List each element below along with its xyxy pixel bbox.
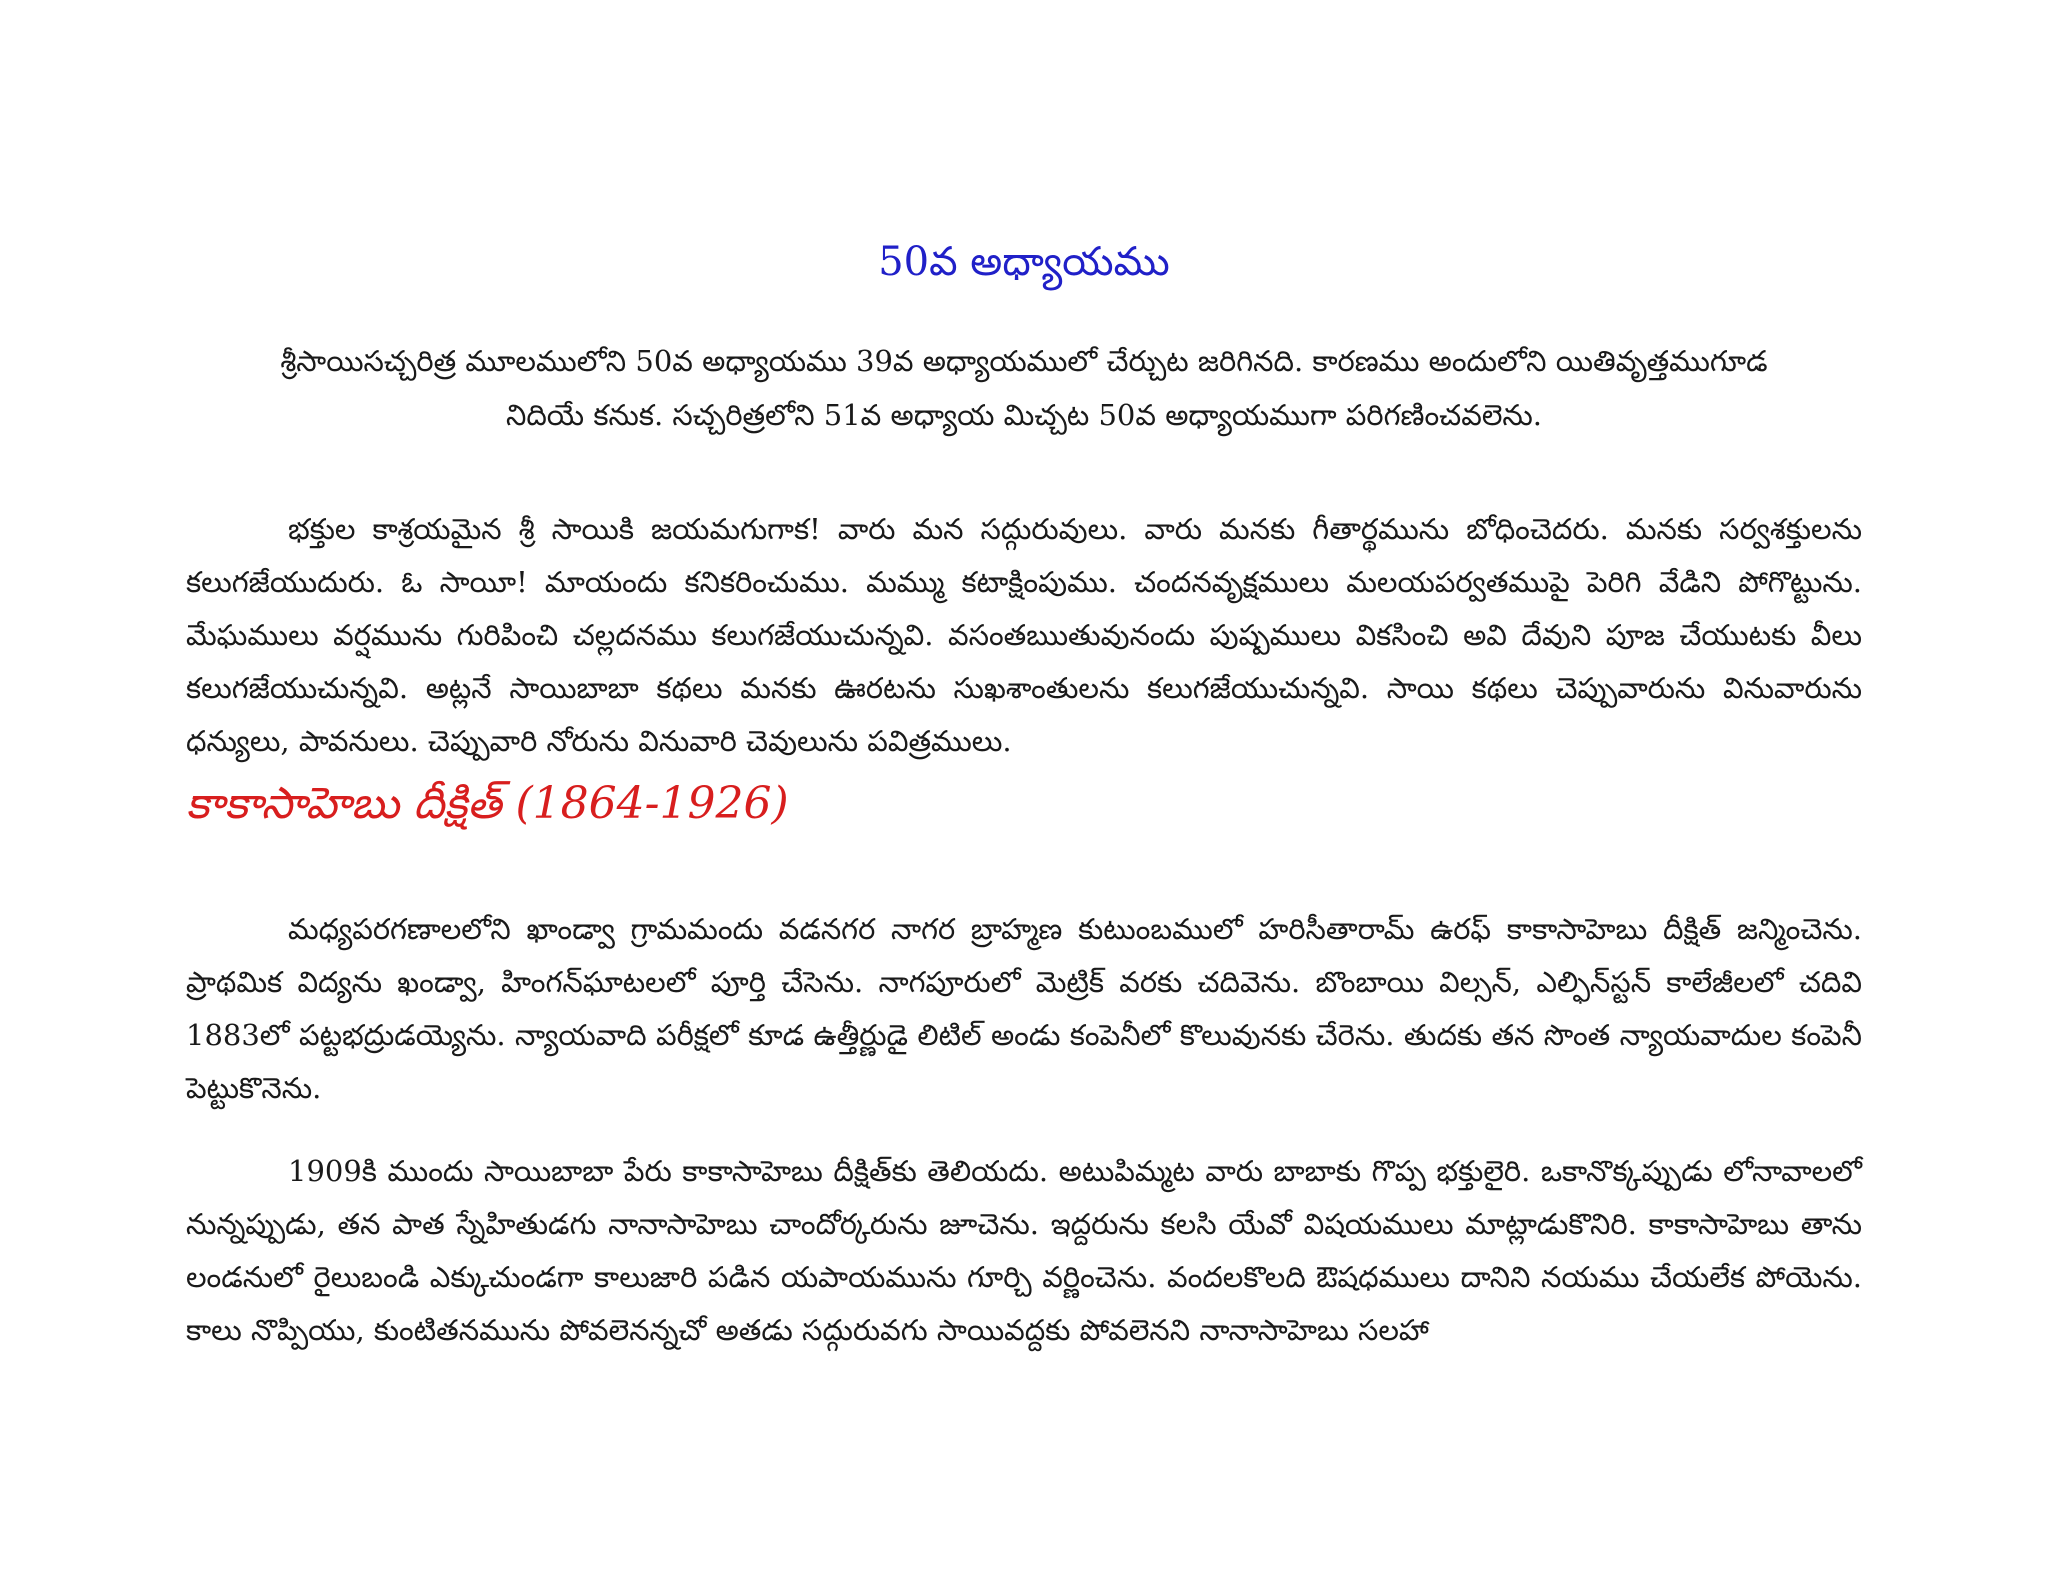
section-heading: కాకాసాహెబు దీక్షిత్ (1864-1926): [186, 778, 789, 829]
intro-paragraph: భక్తుల కాశ్రయమైన శ్రీ సాయికి జయమగుగాక! వారు మన సద్గురువులు. వారు మనకు గీతార్థమును బోధించెదరు. మనకు సర్వశక్తులను కలుగజేయుదురు. ఓ సాయీ! మాయందు కనికరించుము. మమ్ము కటాక్షింపుము. చందనవృక్షములు మలయపర్వతముపై పెరిగి వేడిని పోగొట్టును. మేఘములు వర్షమును గురిపించి చల్లదనము కలుగజేయుచున్నవి. వసంతఋతువునందు పుష్పములు వికసించి అవి దేవుని పూజ చేయుటకు వీలు కలుగజేయుచున్నవి. అట్లనే సాయిబాబా కథలు మనకు ఊరటను సుఖశాంతులను కలుగజేయుచున్నవి. సాయి కథలు చెప్పువారును వినువారును ధన్యులు, పావనులు. చెప్పువారి నోరును వినువారి చెవులును పవిత్రములు.: [186, 512, 1862, 758]
story-paragraph: 1909కి ముందు సాయిబాబా పేరు కాకాసాహెబు దీక్షిత్‌కు తెలియదు. అటుపిమ్మట వారు బాబాకు గొప్ప భక్తులైరి. ఒకానొక్కప్పుడు లోనావాలలో నున్నప్పుడు, తన పాత స్నేహితుడగు నానాసాహెబు చాందోర్కరును జూచెను. ఇద్దరును కలసి యేవో విషయములు మాట్లాడుకొనిరి. కాకాసాహెబు తాను లండనులో రైలుబండి ఎక్కుచుండగా కాలుజారి పడిన యపాయమును గూర్చి వర్ణించెను. వందలకొలది ఔషధములు దానిని నయము చేయలేక పోయెను. కాలు నొప్పియు, కుంటితనమును పోవలెనన్నచో అతడు సద్గురువగు సాయివద్దకు పోవలెనని నానాసాహెబు సలహా: [186, 1154, 1862, 1347]
chapter-note: [220, 334, 1828, 442]
chapter-title: 50వ అధ్యాయము: [878, 239, 1170, 285]
note-line-2: నిదియే కనుక. సచ్చరిత్రలోని 51వ అధ్యాయ మిచ్చట 50వ అధ్యాయముగా పరిగణించవలెను.: [505, 398, 1543, 432]
biography-paragraph: మధ్యపరగణాలలోని ఖాండ్వా గ్రామమందు వడనగర నాగర బ్రాహ్మణ కుటుంబములో హరిసీతారామ్ ఉరఫ్ కాకాసాహెబు దీక్షిత్ జన్మించెను. ప్రాథమిక విద్యను ఖండ్వా, హింగన్‌ఘాటలలో పూర్తి చేసెను. నాగపూరులో మెట్రిక్ వరకు చదివెను. బొంబాయి విల్సన్, ఎల్ఫిన్‌స్టన్ కాలేజీలలో చదివి 1883లో పట్టభద్రుడయ్యెను. న్యాయవాది పరీక్షలో కూడ ఉత్తీర్ణుడై లిటిల్ అండు కంపెనీలో కొలువునకు చేరెను. తుదకు తన సొంత న్యాయవాదుల కంపెనీ పెట్టుకొనెను.: [186, 912, 1862, 1105]
note-line-1: శ్రీసాయిసచ్చరిత్ర మూలములోని 50వ అధ్యాయము 39వ అధ్యాయములో చేర్చుట జరిగినది. కారణము అందులోని యితివృత్తముగూడ: [280, 344, 1768, 378]
